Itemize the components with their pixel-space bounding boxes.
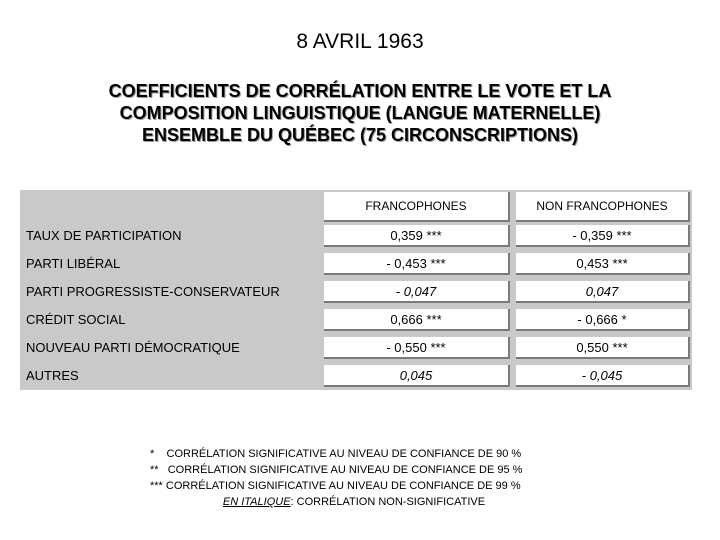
page-date: 8 AVRIL 1963 [296, 30, 424, 53]
row-label-credit-social: CRÉDIT SOCIAL [26, 312, 126, 327]
footnote-italic [150, 494, 580, 510]
row-label-npd: NOUVEAU PARTI DÉMOCRATIQUE [26, 340, 240, 355]
cell-francophones: 0,666 *** [324, 309, 510, 331]
title-line-3: ENSEMBLE DU QUÉBEC (75 CIRCONSCRIPTIONS) [141, 125, 579, 145]
row-label-autres: AUTRES [26, 368, 79, 383]
cell-francophones: 0,359 *** [324, 225, 510, 247]
title-line-2: COMPOSITION LINGUISTIQUE (LANGUE MATERNELLE) [119, 103, 601, 123]
cell-francophones: - 0,047 [324, 281, 510, 303]
cell-non-francophones: 0,550 *** [516, 337, 690, 359]
cell-non-francophones: 0,047 [516, 281, 690, 303]
cell-non-francophones: 0,453 *** [516, 253, 690, 275]
footnote-99: *** CORRÉLATION SIGNIFICATIVE AU NIVEAU DE CONFIANCE DE 99 % [150, 480, 521, 492]
title-line-1: COEFFICIENTS DE CORRÉLATION ENTRE LE VOTE ET LA [108, 81, 612, 101]
italic-explanation: : CORRÉLATION NON-SIGNIFICATIVE [290, 496, 486, 508]
header-non-francophones: NON FRANCOPHONES [516, 192, 690, 222]
cell-non-francophones: - 0,045 [516, 365, 690, 387]
cell-non-francophones: - 0,666 * [516, 309, 690, 331]
cell-francophones: - 0,453 *** [324, 253, 510, 275]
cell-francophones: 0,045 [324, 365, 510, 387]
header-francophones: FRANCOPHONES [324, 192, 510, 222]
row-label-participation: TAUX DE PARTICIPATION [26, 228, 182, 243]
page-title [40, 80, 680, 146]
footnote-90: * CORRÉLATION SIGNIFICATIVE AU NIVEAU DE CONFIANCE DE 90 % [150, 448, 522, 460]
row-label-progressiste-conservateur: PARTI PROGRESSISTE-CONSERVATEUR [26, 284, 280, 299]
italic-label: EN ITALIQUE [222, 496, 291, 508]
footnote-95: ** CORRÉLATION SIGNIFICATIVE AU NIVEAU DE CONFIANCE DE 95 % [150, 464, 523, 476]
correlation-table [20, 190, 692, 390]
row-label-liberal: PARTI LIBÉRAL [26, 256, 121, 271]
cell-non-francophones: - 0,359 *** [516, 225, 690, 247]
cell-francophones: - 0,550 *** [324, 337, 510, 359]
footnotes [150, 446, 580, 510]
